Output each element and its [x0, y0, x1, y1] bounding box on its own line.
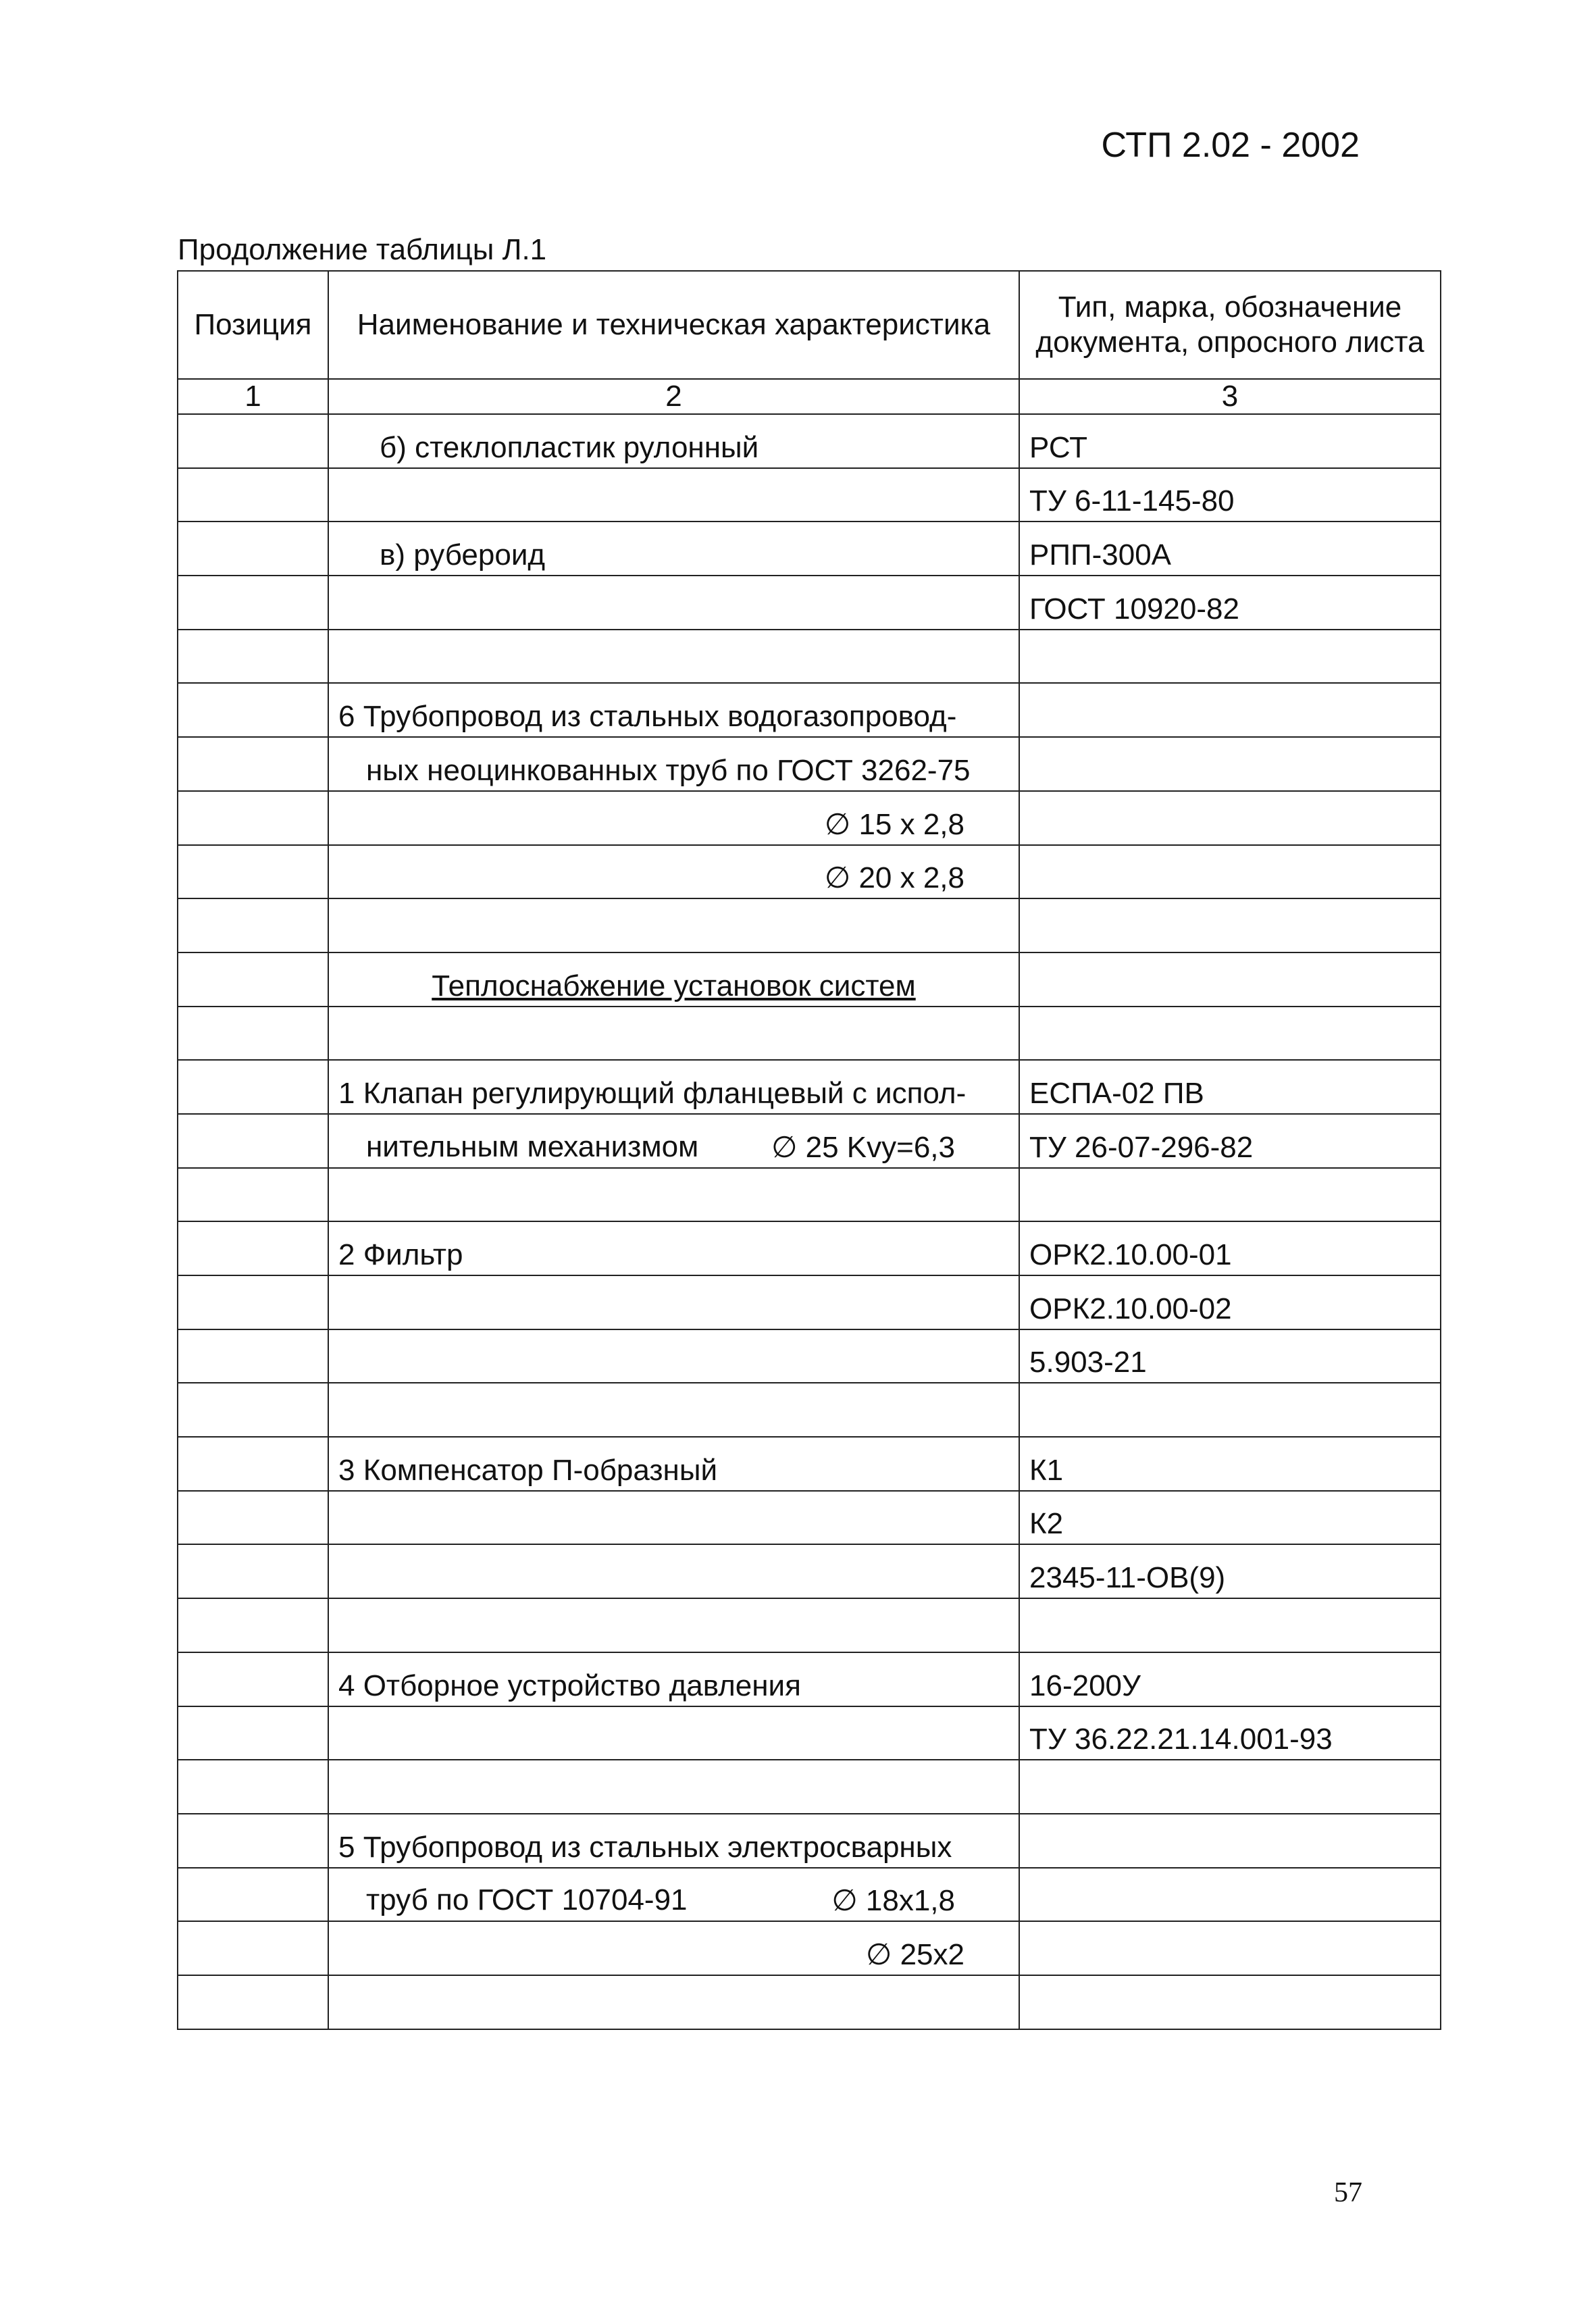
column-header-name: Наименование и техническая характеристика — [328, 271, 1019, 379]
position-cell — [178, 1383, 328, 1437]
position-cell — [178, 1706, 328, 1760]
name-cell — [328, 1491, 1019, 1545]
table-row — [178, 952, 1441, 1007]
type-cell — [1019, 1760, 1441, 1814]
table-caption: Продолжение таблицы Л.1 — [178, 233, 547, 266]
table-row — [178, 522, 1441, 576]
position-cell — [178, 898, 328, 952]
name-cell: ∅ 25х2 — [328, 1921, 1019, 1975]
type-cell: ОРК2.10.00-01 — [1019, 1221, 1441, 1275]
name-cell — [328, 576, 1019, 630]
table-row — [178, 1598, 1441, 1652]
position-cell — [178, 791, 328, 845]
table-row — [178, 1760, 1441, 1814]
type-cell — [1019, 898, 1441, 952]
type-cell: ГОСТ 10920-82 — [1019, 576, 1441, 630]
position-cell — [178, 1060, 328, 1114]
name-cell-content — [366, 1130, 1009, 1165]
table-row — [178, 1221, 1441, 1275]
position-cell — [178, 1652, 328, 1706]
type-cell: ЕСПА-02 ПВ — [1019, 1060, 1441, 1114]
table-row — [178, 1544, 1441, 1598]
position-cell — [178, 845, 328, 899]
name-cell — [328, 1114, 1019, 1168]
type-cell — [1019, 1868, 1441, 1922]
name-cell — [328, 1007, 1019, 1061]
position-cell — [178, 1168, 328, 1222]
type-cell: ТУ 36.22.21.14.001-93 — [1019, 1706, 1441, 1760]
position-cell — [178, 1491, 328, 1545]
table-row — [178, 1383, 1441, 1437]
position-cell — [178, 1437, 328, 1491]
table-row — [178, 1114, 1441, 1168]
type-cell — [1019, 1598, 1441, 1652]
type-cell: ОРК2.10.00-02 — [1019, 1275, 1441, 1329]
table-header-row — [178, 271, 1441, 379]
name-cell-content — [366, 1883, 1009, 1918]
position-cell — [178, 1975, 328, 2029]
type-cell — [1019, 952, 1441, 1007]
name-cell: 5 Трубопровод из стальных электросварных — [328, 1814, 1019, 1868]
name-parameter: ∅ 25 Kvy=6,3 — [771, 1130, 955, 1164]
position-cell — [178, 1544, 328, 1598]
type-cell: К2 — [1019, 1491, 1441, 1545]
name-cell — [328, 1706, 1019, 1760]
column-number-2: 2 — [328, 379, 1019, 414]
type-cell — [1019, 1921, 1441, 1975]
column-number-1: 1 — [178, 379, 328, 414]
type-cell — [1019, 1007, 1441, 1061]
name-cell — [328, 1975, 1019, 2029]
table-row — [178, 898, 1441, 952]
table-row — [178, 1491, 1441, 1545]
table-row — [178, 1814, 1441, 1868]
position-cell — [178, 1598, 328, 1652]
table-row — [178, 1975, 1441, 2029]
type-cell — [1019, 1975, 1441, 2029]
type-cell — [1019, 683, 1441, 737]
name-cell — [328, 898, 1019, 952]
name-cell: 6 Трубопровод из стальных водогазопровод- — [328, 683, 1019, 737]
type-cell: ТУ 26-07-296-82 — [1019, 1114, 1441, 1168]
position-cell — [178, 737, 328, 791]
table-row — [178, 1007, 1441, 1061]
type-cell — [1019, 1383, 1441, 1437]
position-cell — [178, 1814, 328, 1868]
column-number-3: 3 — [1019, 379, 1441, 414]
name-cell — [328, 1598, 1019, 1652]
type-cell — [1019, 737, 1441, 791]
name-cell — [328, 630, 1019, 684]
table-row — [178, 1168, 1441, 1222]
name-cell: ∅ 15 х 2,8 — [328, 791, 1019, 845]
table-row — [178, 1706, 1441, 1760]
position-cell — [178, 1921, 328, 1975]
type-cell: ТУ 6-11-145-80 — [1019, 468, 1441, 522]
position-cell — [178, 1114, 328, 1168]
position-cell — [178, 1329, 328, 1383]
name-cell: 1 Клапан регулирующий фланцевый с испол- — [328, 1060, 1019, 1114]
name-cell — [328, 1544, 1019, 1598]
name-cell — [328, 1329, 1019, 1383]
name-text: труб по ГОСТ 10704-91 — [366, 1883, 688, 1917]
position-cell — [178, 468, 328, 522]
position-cell — [178, 952, 328, 1007]
table-row — [178, 791, 1441, 845]
table-row — [178, 683, 1441, 737]
name-cell: 2 Фильтр — [328, 1221, 1019, 1275]
type-cell: РСТ — [1019, 414, 1441, 468]
name-parameter: ∅ 18х1,8 — [831, 1884, 955, 1918]
type-cell: К1 — [1019, 1437, 1441, 1491]
position-cell — [178, 1760, 328, 1814]
type-cell — [1019, 630, 1441, 684]
specification-table — [177, 270, 1441, 2030]
type-cell: 2345-11-ОВ(9) — [1019, 1544, 1441, 1598]
type-cell: 5.903-21 — [1019, 1329, 1441, 1383]
name-cell — [328, 1868, 1019, 1922]
position-cell — [178, 1007, 328, 1061]
position-cell — [178, 1275, 328, 1329]
name-cell: в) рубероид — [328, 522, 1019, 576]
position-cell — [178, 576, 328, 630]
name-cell — [328, 1275, 1019, 1329]
table-row — [178, 1868, 1441, 1922]
table-row — [178, 737, 1441, 791]
column-header-position: Позиция — [178, 271, 328, 379]
position-cell — [178, 630, 328, 684]
document-code: СТП 2.02 - 2002 — [1101, 126, 1360, 165]
name-cell — [328, 1760, 1019, 1814]
position-cell — [178, 1868, 328, 1922]
name-cell: б) стеклопластик рулонный — [328, 414, 1019, 468]
name-cell: ∅ 20 х 2,8 — [328, 845, 1019, 899]
position-cell — [178, 683, 328, 737]
name-cell: ных неоцинкованных труб по ГОСТ 3262-75 — [328, 737, 1019, 791]
table-row — [178, 576, 1441, 630]
table-row — [178, 1652, 1441, 1706]
page-number: 57 — [1334, 2177, 1362, 2208]
name-cell: 4 Отборное устройство давления — [328, 1652, 1019, 1706]
table-row — [178, 1329, 1441, 1383]
table-row — [178, 414, 1441, 468]
name-text: нительным механизмом — [366, 1129, 699, 1163]
name-cell — [328, 468, 1019, 522]
type-cell — [1019, 1814, 1441, 1868]
table-row — [178, 1060, 1441, 1114]
section-heading-cell: Теплоснабжение установок систем — [328, 952, 1019, 1007]
table-row — [178, 1921, 1441, 1975]
name-cell: 3 Компенсатор П-образный — [328, 1437, 1019, 1491]
table-row — [178, 468, 1441, 522]
type-cell — [1019, 1168, 1441, 1222]
type-cell — [1019, 791, 1441, 845]
table-row — [178, 1437, 1441, 1491]
position-cell — [178, 1221, 328, 1275]
name-cell — [328, 1383, 1019, 1437]
position-cell — [178, 414, 328, 468]
column-number-row — [178, 379, 1441, 414]
column-header-type: Тип, марка, обозначение документа, опросного листа — [1019, 271, 1441, 379]
name-cell — [328, 1168, 1019, 1222]
position-cell — [178, 522, 328, 576]
type-cell — [1019, 845, 1441, 899]
table-row — [178, 845, 1441, 899]
table-row — [178, 1275, 1441, 1329]
table-row — [178, 630, 1441, 684]
type-cell: РПП-300А — [1019, 522, 1441, 576]
type-cell: 16-200У — [1019, 1652, 1441, 1706]
